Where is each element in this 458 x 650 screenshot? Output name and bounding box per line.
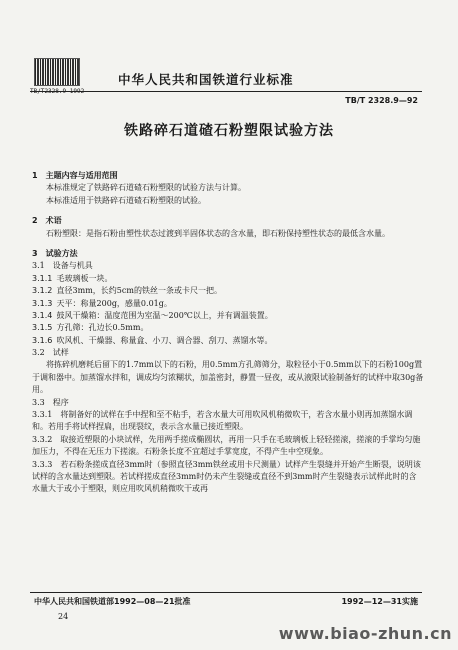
page-number: 24 [58,612,69,621]
barcode-code: TB/T2328.9-1992 [30,88,85,95]
list-item: 3.1.2 直径3mm，长约5cm的铁丝一条或卡尺一把。 [32,286,222,296]
document-title: 铁路碎石道碴石粉塑限试验方法 [124,123,334,139]
subsection-3-1-heading: 3.1 设备与机具 [32,261,93,271]
standard-type-header: 中华人民共和国铁道行业标准 [118,72,294,87]
list-item: 3.1.6 吹风机、干燥器、称量盒、小刀、调合器、刮刀、蒸馏水等。 [32,335,273,345]
clause-3-3-2: 3.3.2 取接近塑限的小块试样，先用两手搓成椭圆状，再用一只手在毛玻璃板上轻轻搓滚，搓滚的手掌均匀施加压力，不得在无压力下搓滚。石粉条长度不宜超过手掌宽度，不得产生中空现象。 [32,434,421,457]
footer-rule [30,592,422,593]
standard-code: TB/T 2328.9—92 [345,96,418,105]
section-1-paragraph-2: 本标准适用于铁路碎石道碴石粉塑限的试验。 [46,195,206,205]
list-item: 3.1.5 方孔筛：孔边长0.5mm。 [32,323,149,333]
subsection-3-3-heading: 3.3 程序 [32,397,69,407]
section-1-heading: 1 主题内容与适用范围 [32,171,118,180]
clause-3-3-1: 3.3.1 将制备好的试样在手中捏和至不粘手，若含水量大可用吹风机稍微吹干，若含水量小则再加蒸馏水调和。若用手将试样捏扁，出现裂纹，表示含水量已接近塑限。 [32,410,413,432]
section-2-heading: 2 术语 [32,216,62,226]
section-1-paragraph-1: 本标准规定了铁路碎石道碴石粉塑限的试验方法与计算。 [46,183,246,193]
watermark-text: www.biao-zhun.cn [278,624,452,643]
implementation-date: 1992—12—31实施 [341,597,418,606]
approval-date: 中华人民共和国铁道部1992—08—21批准 [34,597,191,606]
header-rule [30,91,422,92]
section-2-paragraph-1: 石粉塑限：是指石粉由塑性状态过渡到半固体状态的含水量，即石粉保持塑性状态的最低含水量。 [46,228,390,238]
section-3-heading: 3 试验方法 [32,248,78,258]
list-item: 3.1.3 天平：称量200g，感量0.01g。 [32,298,172,308]
barcode-image [34,58,80,86]
clause-3-3-3: 3.3.3 若石粉条搓成直径3mm时（参照直径3mm铁丝或用卡尺测量）试样产生裂缝并开始产生断裂，说明该试样的含水量达到塑限。若试样搓成直径3mm时仍未产生裂缝或直径不到3mm时产生裂缝表示试样此时的含水量大于或小于塑限，则应用吹风机稍微吹干或再 [32,459,421,494]
list-item: 3.1.4 鼓风干燥箱：温度范围为室温～200℃以上，并有调温装置。 [32,310,273,320]
document-body [32,170,424,496]
list-item: 3.1.1 毛玻璃板一块。 [32,273,113,283]
subsection-3-2-heading: 3.2 试样 [32,348,69,358]
subsection-3-2-paragraph: 将拣碎机磨耗后留下的1.7mm以下的石粉，用0.5mm方孔筛筛分，取粒径小于0.5mm以下的石粉100g置于调和器中。加蒸馏水拌和，调成均匀浓糊状，加盖密封，静置一昼夜，或从液限试验制备好的试样中取30g备用。 [32,360,424,395]
